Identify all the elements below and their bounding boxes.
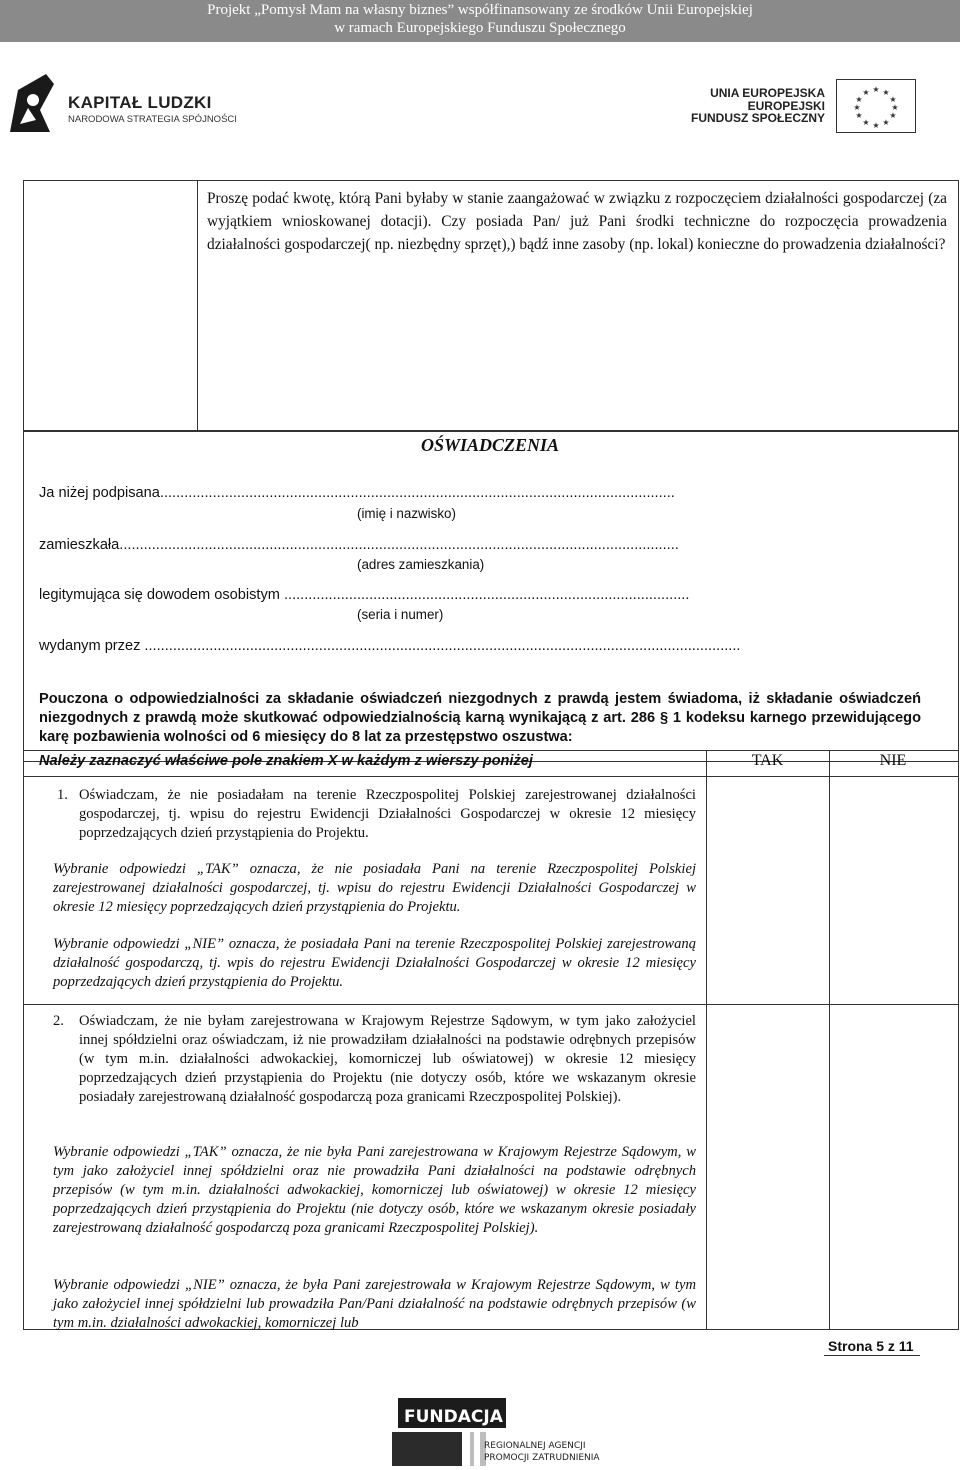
header-band <box>0 0 960 42</box>
svg-text:★: ★ <box>872 85 880 94</box>
col-nie-header: NIE <box>879 752 907 769</box>
item-2-number: 2. <box>53 1013 64 1029</box>
item-1-nie-checkbox[interactable] <box>830 777 957 1004</box>
eu-line-3: FUNDUSZ SPOŁECZNY <box>690 111 825 125</box>
header-line-1: Projekt „Pomysł Mam na własny biznes” współfinansowany ze środków Unii Europejskiej <box>207 2 753 18</box>
page-number-underline <box>824 1355 920 1356</box>
legal-warning: Pouczona o odpowiedzialności za składanie oświadczeń niezgodnych z prawdą jestem świadoma, iż składanie oświadczeń niezgodnych z prawdą może skutkować odpowiedzialnością karną wynikającą z art. 286 § 1 kodeksu karnego przewidującego karę pozbawienia wolności od 6 miesięcy do 8 lat za przestępstwo oszustwa: <box>39 691 921 745</box>
fundacja-logo-icon <box>384 1392 629 1466</box>
svg-text:★: ★ <box>855 111 863 120</box>
item-1-text: Oświadczam, że nie posiadałam na terenie Rzeczpospolitej Polskiej zarejestrowanej działalności gospodarczej, tj. wpisu do rejestru Ewidencji Działalności Gospodarczej w okresie 12 miesięcy poprzedzających dzień przystąpienia do Projektu. <box>79 787 696 841</box>
footer-logo-line-1: FUNDACJA <box>404 1407 503 1427</box>
svg-text:★: ★ <box>862 118 870 127</box>
header-line-2: w ramach Europejskiego Funduszu Społecznego <box>334 20 626 36</box>
svg-text:★: ★ <box>882 118 890 127</box>
name-field-caption: (imię i nazwisko) <box>357 506 456 521</box>
eu-line-2: EUROPEJSKI <box>747 98 825 113</box>
issued-by-field-label: wydanym przez ................................................................................................................................................... <box>39 638 741 654</box>
address-field-caption: (adres zamieszkania) <box>357 557 485 572</box>
svg-text:★: ★ <box>889 95 897 104</box>
item-1-tak-checkbox[interactable] <box>707 777 829 1004</box>
svg-text:★: ★ <box>853 103 861 112</box>
item-2-text: Oświadczam, że nie byłam zarejestrowana w Krajowym Rejestrze Sądowym, w tym jako założyciel innej spółdzielni oraz oświadczam, iż nie prowadziłam działalności na podstawie odrębnych przepisów (w tym m.in. działalności adwokackiej, komorniczej lub oświatowej) w okresie 12 miesięcy poprzedzających dzień przystąpienia do Projektu (nie dotyczy osób, które we wskazanym okresie posiadały zarejestrowaną działalność gospodarczą poza granicami Rzeczpospolitej Polskiej). <box>79 1013 696 1105</box>
eu-logo-text <box>691 87 825 125</box>
item-2-nie-checkbox[interactable] <box>830 1005 957 1328</box>
eu-flag-icon <box>836 79 916 133</box>
question-text: Proszę podać kwotę, którą Pani byłaby w stanie zaangażować w związku z rozpoczęciem działalności gospodarczej (za wyjątkiem wnioskowanej dotacji). Czy posiada Pan/ już Pani środki techniczne do rozpoczęcia prowadzenia działalności gospodarczej( np. niezbędny sprzęt),) bądź inne zasoby (np. lokal) konieczne do prowadzenia działalności? <box>207 190 947 253</box>
svg-text:★: ★ <box>872 121 880 130</box>
address-field-label: zamieszkała.......................................................................................................................................... <box>39 537 679 553</box>
svg-text:★: ★ <box>889 111 897 120</box>
name-field-label: Ja niżej podpisana............................................................................................................................... <box>39 485 675 501</box>
item-2-nie-note: Wybranie odpowiedzi „NIE” oznacza, że była Pani zarejestrowała w Krajowym Rejestrze Sądowym, w tym jako założyciel innej spółdzielni lub prowadziła Pan/Pani działalność na podstawie odrębnych przepisów (w tym m.in. działalności adwokackiej, komorniczej lub <box>53 1277 696 1331</box>
item-2-tak-note: Wybranie odpowiedzi „TAK” oznacza, że nie była Pani zarejestrowana w Krajowym Rejestrze Sądowym, w tym jako założyciel innej spółdzielni oraz nie prowadziła Pani działalności na podstawie odrębnych przepisów (w tym m.in. działalności adwokackiej, komorniczej lub oświatowej) w okresie 12 miesięcy poprzedzających dzień przystąpienia do Projektu (nie dotyczy osób, które we wskazanym okresie posiadały zarejestrowaną działalność gospodarczą poza granicami Rzeczpospolitej Polskiej). <box>53 1144 696 1236</box>
id-field-caption: (seria i numer) <box>357 607 444 622</box>
col-tak-header: TAK <box>751 752 784 769</box>
svg-text:★: ★ <box>891 103 899 112</box>
kapital-ludzki-logo-icon <box>6 70 56 134</box>
item-1-tak-note: Wybranie odpowiedzi „TAK” oznacza, że nie posiadała Pani na terenie Rzeczpospolitej Polskiej zarejestrowanej działalności gospodarczej, tj. wpisu do rejestru Ewidencji Działalności Gospodarczej w okresie 12 miesięcy poprzedzających dzień przystąpienia do Projektu. <box>53 861 696 915</box>
eu-line-1: UNIA EUROPEJSKA <box>710 86 825 100</box>
kapital-ludzki-title: KAPITAŁ LUDZKI <box>68 93 212 112</box>
svg-text:★: ★ <box>862 88 870 97</box>
question-box-divider <box>197 180 198 431</box>
kapital-ludzki-subtitle: NARODOWA STRATEGIA SPÓJNOŚCI <box>68 114 237 125</box>
id-field-label: legitymująca się dowodem osobistym .................................................................................................... <box>39 587 690 603</box>
footer-logo-line-3: PROMOCJI ZATRUDNIENIA <box>484 1453 600 1463</box>
item-1-nie-note: Wybranie odpowiedzi „NIE” oznacza, że posiadała Pani na terenie Rzeczpospolitej Polskiej zarejestrowaną działalność gospodarczą, tj. wpis do rejestru Ewidencji Działalności Gospodarczej w okresie 12 miesięcy poprzedzających dzień przystąpienia do Projektu. <box>53 936 696 990</box>
svg-text:★: ★ <box>855 95 863 104</box>
footer-logo-line-2: REGIONALNEJ AGENCJI <box>484 1441 586 1451</box>
item-2-tak-checkbox[interactable] <box>707 1005 829 1328</box>
svg-text:★: ★ <box>882 88 890 97</box>
page-number: Strona 5 z 11 <box>828 1338 914 1354</box>
table-instruction: Należy zaznaczyć właściwe pole znakiem X w każdym z wierszy poniżej <box>39 753 533 769</box>
declarations-title: OŚWIADCZENIA <box>420 435 560 455</box>
item-1-number: 1. <box>57 787 68 803</box>
